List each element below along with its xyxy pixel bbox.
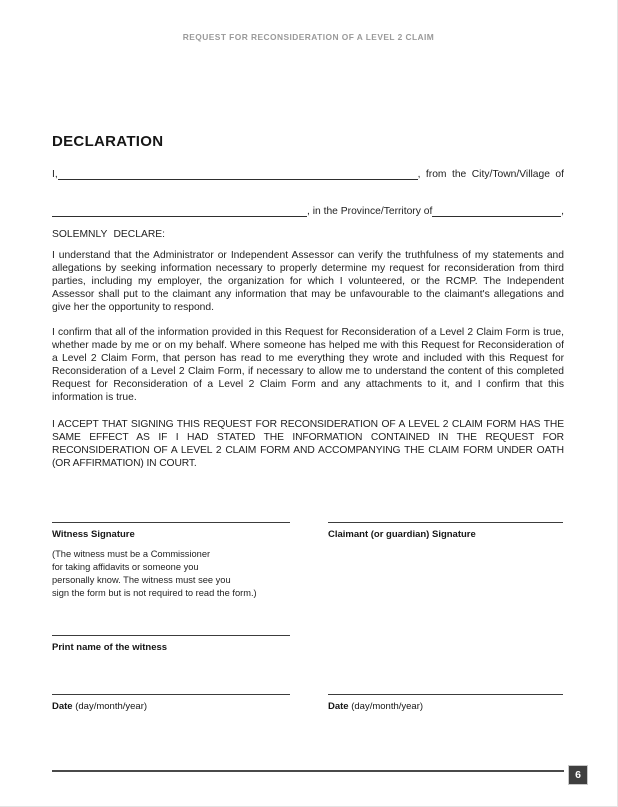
claimant-signature-line [328, 522, 563, 523]
solemnly-declare-label: SOLEMNLY DECLARE: [52, 229, 165, 240]
print-name-line [52, 635, 290, 636]
witness-note-line: personally know. The witness must see you [52, 574, 231, 585]
footer-divider [52, 770, 564, 772]
province-blank-field [432, 203, 561, 217]
location-fill-line [52, 201, 564, 217]
declaration-paragraph-1: I understand that the Administrator or Independent Assessor can verify the truthfulness of my statements and allegations by seeking information necessary to properly determine my request for reconsideration from third parties, including my employer, the organization for which I volunteered, or the RCMP. The Independent Assessor shall put to the claimant any information that may be unfavourable to the claimant's allegations and give her the opportunity to respond. [52, 250, 564, 313]
witness-date-block [52, 694, 290, 712]
city-blank-field [52, 203, 307, 217]
witness-date-line [52, 694, 290, 695]
witness-date-label [52, 701, 290, 712]
declaration-paragraph-3: I ACCEPT THAT SIGNING THIS REQUEST FOR RECONSIDERATION OF A LEVEL 2 CLAIM FORM HAS THE SAME EFFECT AS IF I HAD STATED THE INFORMATION CONTAINED IN THE REQUEST FOR RECONSIDERATION OF A LEVEL 2 CLAIM FORM AND ACCOMPANYING THE CLAIM FORM UNDER OATH (OR AFFIRMATION) IN COURT. [52, 419, 564, 469]
declaration-paragraph-2: I confirm that all of the information provided in this Request for Reconsideration of a Level 2 Claim Form is true, whether made by me or on my behalf. Where someone has helped me with this Request for Reconsideration of a Level 2 Claim Form, that person has read to me everything they wrote and included with this Request for Reconsideration of a Level 2 Claim Form, if necessary to allow me to understand the content of this completed Request for Reconsideration of a Level 2 Claim Form and any attachments to it, and I confirm that this information is true. [52, 327, 564, 403]
claimant-signature-label: Claimant (or guardian) Signature [328, 529, 476, 540]
print-name-block [52, 635, 290, 653]
claimant-date-block [328, 694, 563, 712]
date-label-text: Date [52, 701, 73, 712]
page-number-badge: 6 [569, 766, 587, 784]
witness-note [52, 548, 290, 600]
line1-suffix: , from the City/Town/Village of [417, 169, 564, 180]
claimant-name-blank-field [58, 166, 418, 180]
witness-note-line: for taking affidavits or someone you [52, 561, 199, 572]
witness-signature-line [52, 522, 290, 523]
witness-signature-block [52, 522, 290, 600]
line2-middle: , in the Province/Territory of [307, 206, 433, 217]
print-name-label: Print name of the witness [52, 642, 168, 653]
date-label-text: Date [328, 701, 349, 712]
page-header-title: REQUEST FOR RECONSIDERATION OF A LEVEL 2 CLAIM [182, 32, 435, 42]
claimant-date-line [328, 694, 563, 695]
date-format-text: (day/month/year) [351, 701, 424, 712]
line1-prefix: I, [52, 169, 58, 180]
line2-suffix: , [561, 206, 564, 217]
name-fill-line [52, 164, 564, 180]
claimant-signature-block [328, 522, 563, 540]
witness-note-line: (The witness must be a Commissioner [52, 549, 211, 559]
date-format-text: (day/month/year) [75, 701, 148, 712]
witness-signature-label: Witness Signature [52, 529, 135, 540]
declaration-title: DECLARATION [52, 133, 164, 150]
witness-note-line: sign the form but is not required to read the form.) [52, 587, 257, 598]
claimant-date-label [328, 701, 563, 712]
